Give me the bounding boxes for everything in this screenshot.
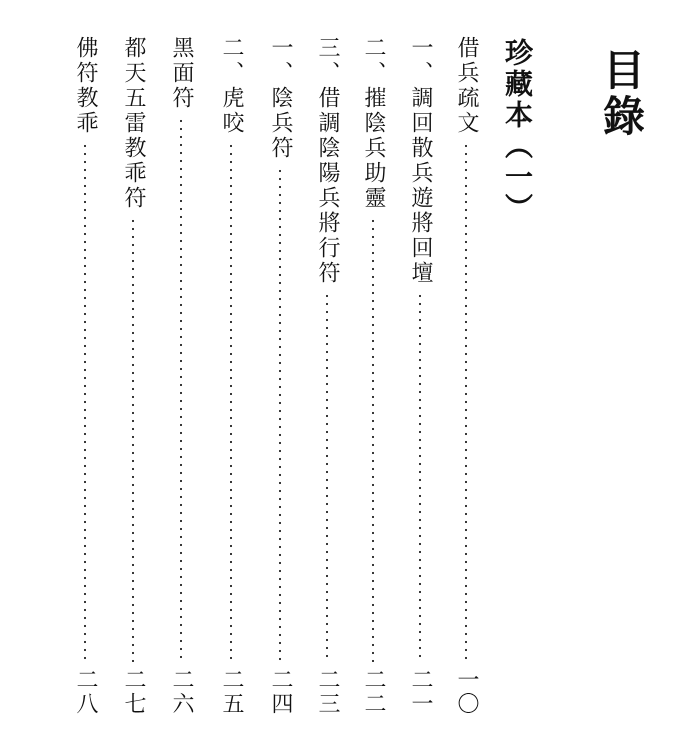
toc-entry[interactable] — [214, 36, 248, 716]
toc-entry-title: 一、陰兵符 — [268, 36, 293, 161]
toc-entry-title: 二、摧陰兵助靈 — [361, 36, 386, 211]
volume-title: 珍藏本（一） — [501, 38, 534, 224]
leader-dots — [180, 117, 182, 662]
toc-entry-page: 二五 — [219, 668, 244, 716]
leader-dots — [279, 167, 281, 662]
leader-dots — [419, 292, 421, 662]
toc-entry-page: 二七 — [121, 668, 146, 716]
toc-entry-title: 黑面符 — [169, 36, 194, 111]
toc-entry[interactable] — [164, 36, 198, 716]
toc-entry-title: 一、調回散兵遊將回壇 — [408, 36, 433, 286]
toc-entry-page: 一〇 — [454, 668, 479, 716]
leader-dots — [326, 292, 328, 662]
toc-entry[interactable] — [68, 36, 102, 716]
toc-entry[interactable] — [356, 36, 390, 716]
leader-dots — [84, 142, 86, 662]
toc-entry[interactable] — [310, 36, 344, 716]
toc-entry[interactable] — [116, 36, 150, 716]
leader-dots — [465, 142, 467, 662]
toc-entry[interactable] — [403, 36, 437, 716]
toc-entry-title: 都天五雷教乖符 — [121, 36, 146, 211]
toc-entry-title: 借兵疏文 — [454, 36, 479, 136]
toc-entry[interactable] — [263, 36, 297, 716]
toc-entry-page: 二一 — [408, 668, 433, 716]
page-title: 目錄 — [597, 48, 646, 140]
toc-entry-page: 二八 — [73, 668, 98, 716]
toc-entry-title: 佛符教乖 — [73, 36, 98, 136]
leader-dots — [132, 217, 134, 662]
leader-dots — [372, 217, 374, 662]
toc-entry-title: 三、借調陰陽兵將行符 — [315, 36, 340, 286]
leader-dots — [230, 142, 232, 662]
toc-entry-page: 二三 — [315, 668, 340, 716]
toc-entry-page: 二二 — [361, 668, 386, 716]
toc-entry-page: 二六 — [169, 668, 194, 716]
toc-entry-title: 二、虎咬 — [219, 36, 244, 136]
toc-entry-page: 二四 — [268, 668, 293, 716]
toc-entry[interactable] — [449, 36, 483, 716]
